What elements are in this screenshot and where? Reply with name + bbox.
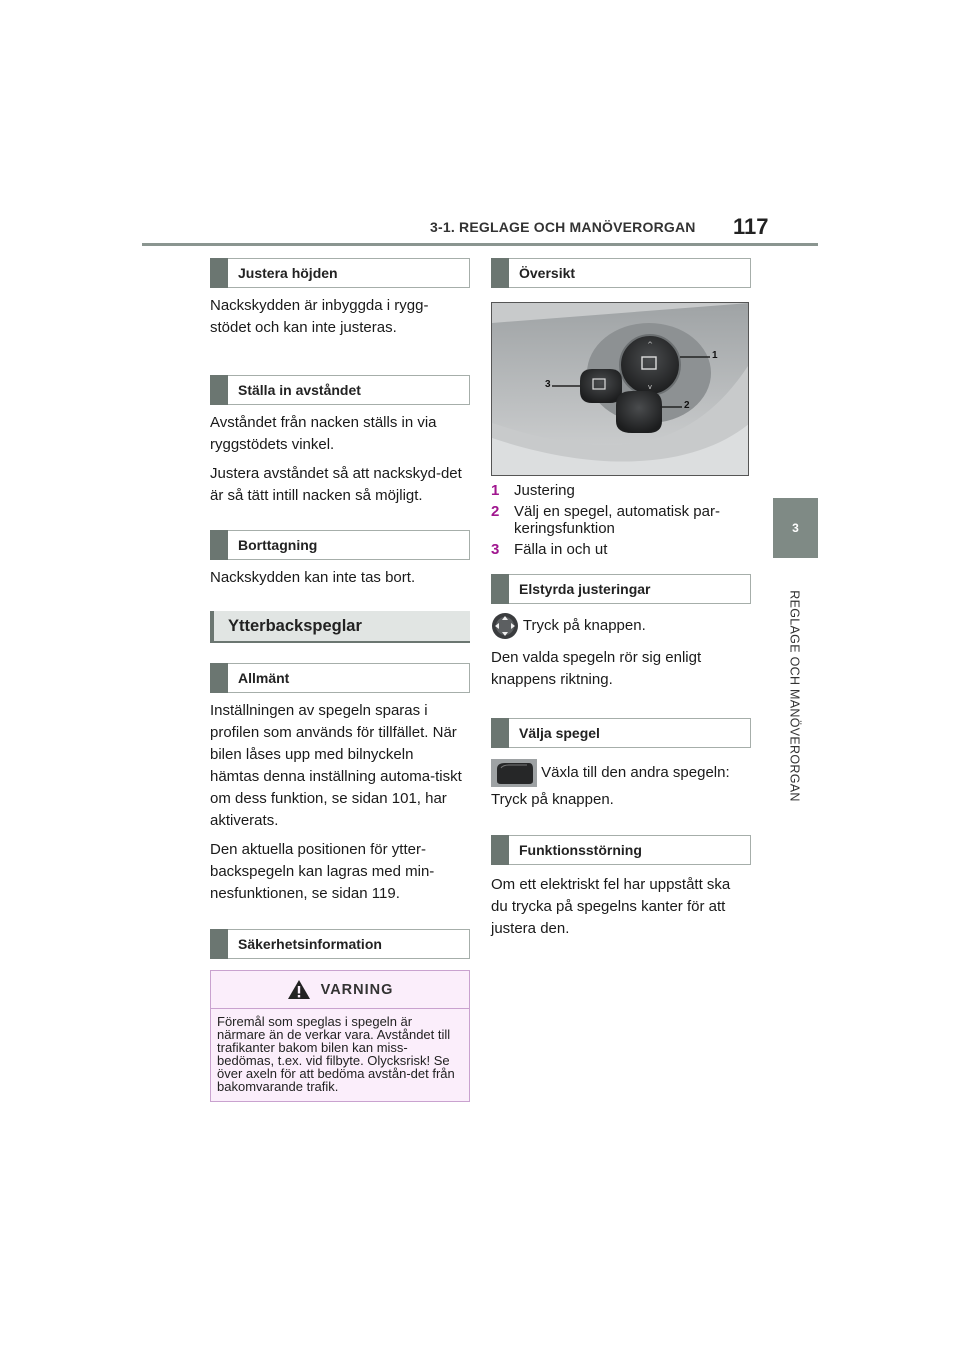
paragraph-with-icon: [491, 759, 751, 787]
mirror-select-button-icon: [491, 759, 537, 787]
warning-title: VARNING: [320, 981, 394, 998]
paragraph: Den aktuella positionen för ytter-backspegeln kan lagras med min-nesfunktionen, se sidan 119.: [210, 841, 435, 902]
section-heading-allmant: Allmänt: [210, 663, 470, 693]
paragraph-with-icon: [491, 612, 751, 640]
svg-text:^: ^: [647, 341, 653, 349]
numbered-list: [491, 482, 751, 558]
list-item: [491, 482, 751, 499]
page-number: 117: [733, 214, 769, 239]
list-number: 1: [491, 482, 500, 499]
direction-pad-icon: [491, 612, 519, 640]
paragraph: Om ett elektriskt fel har uppstått ska du trycka på spegelns kanter för att justera den.: [491, 876, 731, 937]
svg-text:v: v: [647, 383, 653, 391]
paragraph: Inställningen av spegeln sparas i profilen som används för tillfället. När bilen låses upp med bilnyckeln hämtas denna inställning automa-tiskt om dess funktion, se sidan 101, har aktiverats.: [210, 702, 462, 829]
list-text: Justering: [514, 482, 575, 499]
list-number: 3: [491, 541, 500, 558]
chapter-side-title: REGLAGE OCH MANÖVERORGAN: [788, 590, 802, 802]
section-heading-borttagning: Borttagning: [210, 530, 470, 560]
mirror-control-illustration: [492, 303, 749, 476]
chapter-side-title-wrap: [754, 556, 836, 836]
mirror-control-photo: [491, 302, 749, 476]
chapter-heading-ytterbackspeglar: Ytterbackspeglar: [210, 611, 470, 643]
warning-divider: [211, 1008, 469, 1009]
section-heading-oversikt: Översikt: [491, 258, 751, 288]
paragraph: Den valda spegeln rör sig enligt knappens riktning.: [491, 649, 702, 688]
warning-text: Föremål som speglas i spegeln är närmare än de verkar vara. Avståndet till trafikanter bakom bilen kan miss-bedömas, t.ex. vid filbyte. Olycksrisk! Se över axeln för att bedöma avstån-det från bakomvarande trafik.: [217, 1014, 455, 1094]
section-heading-justera-hojden: Justera höjden: [210, 258, 470, 288]
section-heading-funktionsstorning: Funktionsstörning: [491, 835, 751, 865]
warning-box: [210, 970, 470, 1102]
paragraph: Nackskydden kan inte tas bort.: [210, 569, 416, 586]
list-item: [491, 503, 751, 537]
paragraph-text: Tryck på knappen.: [522, 616, 646, 634]
paragraph: Justera avståndet så att nackskyd-det är så tätt intill nacken så möjligt.: [210, 465, 462, 504]
paragraph-text: Växla till den andra spegeln:: [541, 763, 730, 781]
paragraph: Avståndet från nacken ställs in via ryggstödets vinkel.: [210, 414, 437, 453]
list-text: Välj en spegel, automatisk par-keringsfunktion: [514, 503, 720, 537]
section-heading-elstyrda-justeringar: Elstyrda justeringar: [491, 574, 751, 604]
callout-label: 1: [712, 350, 718, 361]
left-column: [210, 258, 470, 1102]
warning-triangle-icon: [287, 979, 311, 1000]
section-heading-valja-spegel: Välja spegel: [491, 718, 751, 748]
callout-label: 2: [684, 400, 690, 411]
chapter-tab: 3: [773, 498, 818, 558]
list-number: 2: [491, 503, 500, 520]
section-heading-stalla-in-avstandet: Ställa in avståndet: [210, 375, 470, 405]
list-text: Fälla in och ut: [514, 541, 608, 558]
list-item: [491, 541, 751, 558]
right-column: [491, 258, 751, 940]
header-rule: [142, 243, 818, 246]
paragraph: Nackskydden är inbyggda i rygg-stödet och kan inte justeras.: [210, 297, 429, 336]
section-heading-sakerhetsinformation: Säkerhetsinformation: [210, 929, 470, 959]
warning-title-row: [217, 979, 463, 1000]
header-title: 3-1. REGLAGE OCH MANÖVERORGAN: [430, 219, 696, 235]
callout-label: 3: [545, 379, 551, 390]
paragraph: Tryck på knappen.: [491, 791, 614, 808]
